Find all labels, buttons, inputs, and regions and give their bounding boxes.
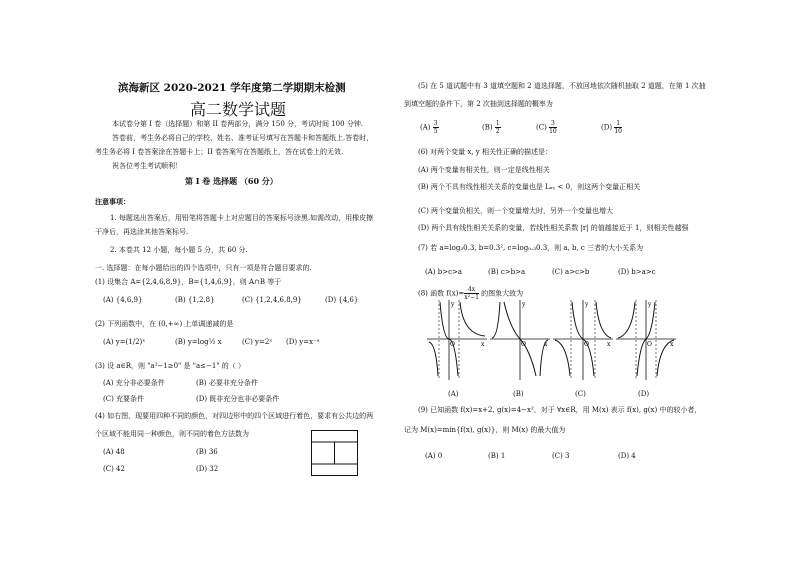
svg-text:O: O (584, 341, 589, 348)
svg-text:y: y (522, 301, 526, 308)
q2-option-a: (A) y=(1/2)ˣ (103, 338, 146, 346)
part-heading: 一. 选择题：在每小题给出的四个选项中，只有一项是符合题目要求的. (95, 264, 312, 272)
q8-stem: (8) 函数 f(x)= $\frac{4x}{\text{x²−1}}$ 的图象大致为 (418, 286, 524, 301)
q3-option-d: (D) 既非充分也非必要条件 (196, 395, 280, 403)
q3-option-c: (C) 充要条件 (103, 395, 145, 403)
graph-label-a: (A) (448, 390, 459, 398)
q7-option-d: (D) b>a>c (618, 268, 656, 276)
q9-option-a: (A) 0 (425, 452, 443, 460)
intro-line-1: 本试卷分第 I 卷（选择题）和第 II 卷两部分，满分 150 分，考试时间 100 分钟. (112, 120, 364, 128)
note-1a: 1. 每题选出答案后，用铅笔将答题卡上对应题目的答案标号涂黑.如需改动，用橡皮擦 (110, 214, 374, 222)
q5-option-c: (C) $\frac{3}{10}$ (536, 120, 557, 135)
q4-option-d: (D) 32 (196, 465, 219, 473)
q6-option-b: (B) 两个不具有线性相关关系的变量也是 Lₓᵧ < 0，则这两个变量正相关 (418, 183, 641, 191)
q5-option-d: (D) $\frac{1}{10}$ (601, 120, 622, 135)
svg-text:x: x (670, 341, 674, 348)
q9-option-d: (D) 4 (618, 452, 636, 460)
exam-header-title: 滨海新区 2020-2021 学年度第二学期期末检测 (118, 82, 346, 94)
svg-text:y: y (585, 301, 589, 308)
q4-stem-2: 个区域不能用同一种颜色，则不同的着色方法数为 (95, 430, 249, 438)
graph-option-c (553, 298, 613, 380)
svg-text:x: x (481, 341, 485, 348)
graph-label-c: (C) (575, 390, 586, 398)
q6-option-d: (D) 两个具有线性相关关系的变量，若线性相关系数 |r| 的值越接近于 1，则相关性越强 (418, 224, 689, 232)
q1-option-a: (A) {4,6,9} (103, 296, 143, 304)
q3-option-a: (A) 充分非必要条件 (103, 379, 165, 387)
intro-line-4: 祝各位考生考试顺利！ (112, 162, 182, 170)
graph-option-d (616, 298, 676, 380)
q7-stem: (7) 若 a=log₃0.3, b=0.3², c=log₀.₃0.3，则 a, b, c 三者的大小关系为 (418, 244, 644, 252)
q2-stem: (2) 下列函数中，在 (0,+∞) 上单调递减的是 (95, 320, 234, 328)
q2-option-d: (D) y=x⁻ᵃ (286, 338, 320, 346)
notes-heading: 注意事项： (95, 197, 130, 206)
svg-text:x: x (544, 341, 548, 348)
q2-option-b: (B) y=log½ x (175, 338, 222, 346)
q1-option-b: (B) {1,2,8} (175, 296, 215, 304)
svg-text:x: x (607, 341, 611, 348)
q6-stem: (6) 对两个变量 x, y 相关性正确的描述是： (418, 148, 552, 156)
q4-option-a: (A) 48 (103, 448, 125, 456)
q2-option-c: (C) y=2ˣ (242, 338, 273, 346)
intro-line-2: 答卷前，考生务必将自己的学校、姓名、准考证号填写在答题卡和答题纸上.答卷时， (112, 134, 374, 142)
q7-option-a: (A) b>c>a (425, 268, 463, 276)
q9-option-b: (B) 1 (488, 452, 506, 460)
graph-label-b: (B) (513, 390, 524, 398)
svg-text:y: y (648, 301, 652, 308)
q3-option-b: (B) 必要非充分条件 (196, 379, 258, 387)
q5-stem-1: (5) 在 5 道试题中有 3 道填空题和 2 道选择题，不放回地依次随机抽取 2 道题，在第 1 次抽 (418, 82, 706, 90)
q4-stem-1: (4) 如右图，现要用四种不同的颜色，对四边形中的四个区域进行着色，要求有公共边的两 (95, 412, 374, 420)
graph-label-d: (D) (638, 390, 650, 398)
graph-option-b (490, 298, 550, 380)
note-1b: 干净后，再选涂其他答案标号. (95, 228, 189, 236)
q5-option-a: (A) $\frac{3}{5}$ (420, 120, 438, 135)
q5-stem-2: 到填空题的条件下，第 2 次抽到选择题的概率为 (404, 100, 553, 108)
intro-line-3: 考生务必将 I 卷答案涂在答题卡上；II 卷答案写在答题纸上，答在试卷上的无效. (95, 148, 344, 156)
svg-text:y: y (451, 301, 455, 308)
svg-text:O: O (647, 341, 652, 348)
q6-option-c: (C) 两个变量负相关，则一个变量增大时，另外一个变量也增大 (418, 207, 614, 215)
exam-subject-title: 高二数学试题 (190, 100, 287, 119)
q7-option-c: (C) a>c>b (552, 268, 590, 276)
q1-option-d: (D) {4,6} (325, 296, 359, 304)
q9-option-c: (C) 3 (552, 452, 570, 460)
q7-option-b: (B) c>b>a (488, 268, 526, 276)
q1-stem: (1) 设集合 A={2,4,6,8,9}，B={1,4,6,9}，则 A∩B 等于 (95, 278, 282, 286)
graph-option-a (427, 298, 487, 380)
four-region-diagram (311, 430, 358, 476)
svg-text:O: O (521, 341, 526, 348)
note-2: 2. 本卷共 12 小题，每小题 5 分，共 60 分. (110, 246, 248, 254)
q9-stem-2: 记为 M(x)=min{f(x), g(x)}，则 M(x) 的最大值为 (404, 426, 566, 434)
q4-option-b: (B) 36 (196, 448, 218, 456)
q6-option-a: (A) 两个变量有相关性，则一定是线性相关 (418, 166, 550, 174)
q3-stem: (3) 设 a∈R，则 "a²−1≥0" 是 "a≤−1" 的（ ） (95, 362, 245, 370)
q9-stem-1: (9) 已知函数 f(x)=x+2, g(x)=4−x²，对于 ∀x∈R，用 M(x) 表示 f(x), g(x) 中的较小者， (418, 406, 702, 414)
q1-option-c: (C) {1,2,4,6,8,9} (242, 296, 302, 304)
q4-option-c: (C) 42 (103, 465, 125, 473)
q5-option-b: (B) $\frac{1}{2}$ (482, 120, 500, 135)
section-heading: 第 I 卷 选择题 （60 分） (185, 176, 278, 186)
svg-text:O: O (450, 341, 455, 348)
